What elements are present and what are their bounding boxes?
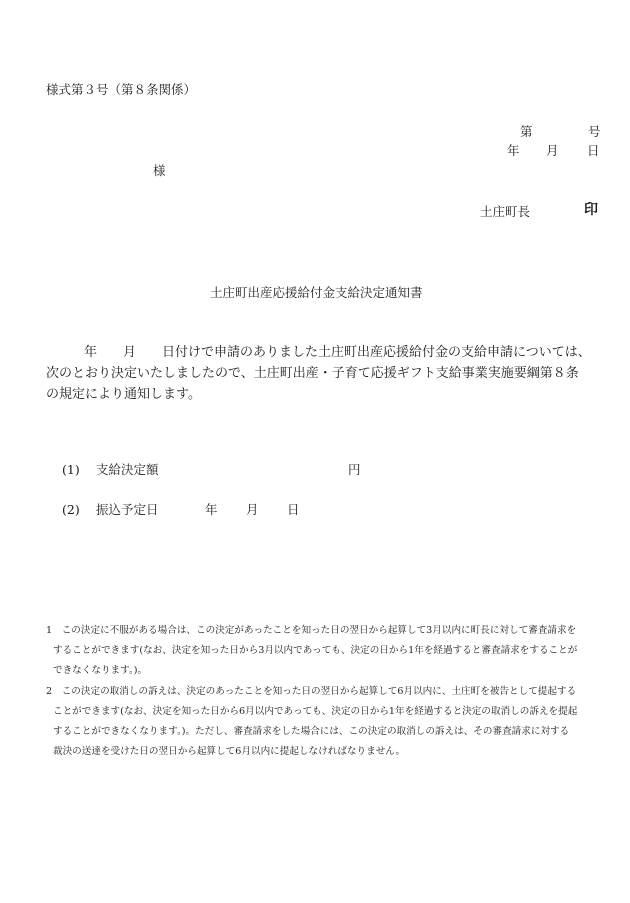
issue-date-month: 月 (546, 143, 559, 158)
body-line-1-text: 日付けで申請のありました土庄町出産応援給付金の支給申請については、 (162, 345, 591, 360)
item-transfer-date (62, 500, 300, 518)
body-month: 月 (123, 345, 137, 360)
issue-date-day: 日 (587, 143, 600, 158)
body-line-2: 次のとおり決定いたしましたので、土庄町出産・子育て応援ギフト支給事業実施要綱第８条 (46, 366, 579, 381)
form-number-label: 様式第３号（第８条関係） (46, 82, 197, 97)
seal-mark: 印 (584, 202, 598, 218)
note-1-line-2: することができます(なお、決定を知った日から3月以内であっても、決定の日から1年を経過すると審査請求をすることが (53, 645, 578, 656)
transfer-day: 日 (287, 502, 300, 517)
issuer-title: 土庄町長 (480, 204, 531, 219)
note-2-line-2: ことができます(なお、決定を知った日から6月以内であっても、決定の日から1年を経過すると決定の取消しの訴えを提起 (53, 706, 578, 717)
item-number: (2) (62, 502, 80, 517)
item-payment-amount (62, 460, 361, 478)
note-2-line-3: することができなくなります。)。ただし、審査請求をした場合には、この決定の取消しの訴えは、その審査請求に対する (53, 726, 570, 737)
document-number-suffix: 号 (588, 124, 601, 139)
yen-unit: 円 (348, 462, 361, 477)
addressee-honorific: 様 (153, 163, 166, 178)
transfer-year: 年 (205, 502, 218, 517)
transfer-month: 月 (246, 502, 259, 517)
note-2-line-4: 裁決の送達を受けた日の翌日から起算して6月以内に提起しなければなりません。 (53, 746, 406, 757)
body-line-1 (46, 341, 591, 360)
note-1-line-1: 1 この決定に不服がある場合は、この決定があったことを知った日の翌日から起算して3月以内に町長に対して審査請求を (46, 625, 577, 636)
body-line-3: の規定により通知します。 (46, 387, 201, 402)
item-label: 支給決定額 (96, 462, 159, 477)
note-2-line-1: 2 この決定の取消しの訴えは、決定のあったことを知った日の翌日から起算して6月以内に、土庄町を被告として提起する (46, 686, 577, 697)
body-year: 年 (84, 345, 98, 360)
document-number-prefix: 第 (520, 124, 533, 139)
note-1-line-3: できなくなります。)。 (53, 665, 148, 676)
notice-title: 土庄町出産応援給付金支給決定通知書 (210, 285, 423, 300)
item-number: (1) (62, 462, 80, 477)
issue-date-year: 年 (507, 143, 520, 158)
item-label: 振込予定日 (96, 502, 159, 517)
